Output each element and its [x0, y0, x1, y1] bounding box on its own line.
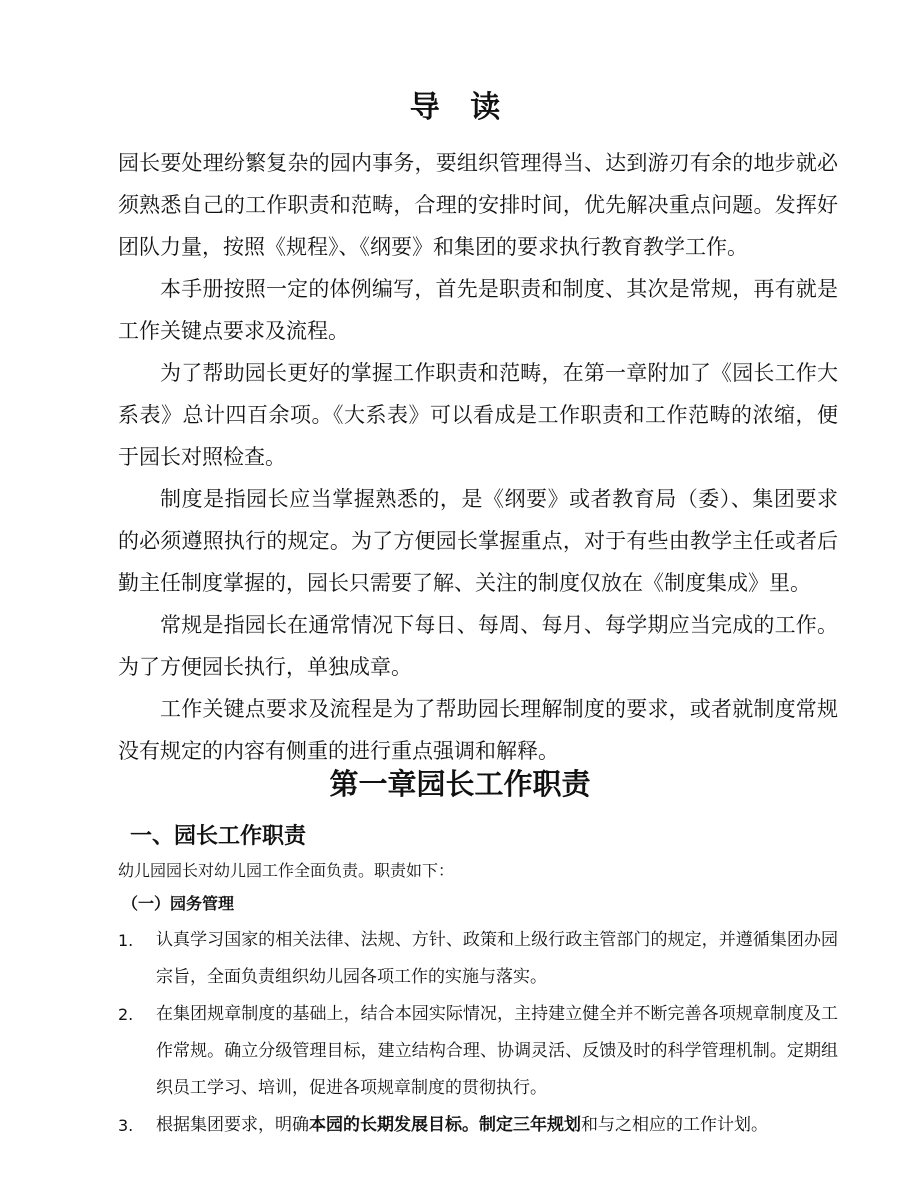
list-item	[118, 922, 838, 996]
list-item	[118, 1107, 838, 1144]
intro-paragraph: 为了帮助园长更好的掌握工作职责和范畴，在第一章附加了《园长工作大系表》总计四百余项。《大系表》可以看成是工作职责和工作范畴的浓缩，便于园长对照检查。	[118, 361, 838, 469]
duty-list	[118, 922, 838, 1144]
list-item-text-part: 根据集团要求，明确	[156, 1115, 309, 1135]
section-lead-text: 幼儿园园长对幼儿园工作全面负责。职责如下：	[118, 861, 455, 880]
list-item-text	[156, 1107, 838, 1144]
list-item-text: 在集团规章制度的基础上，结合本园实际情况，主持建立健全并不断完善各项规章制度及工作常规。确立分级管理目标，建立结构合理、协调灵活、反馈及时的科学管理机制。定期组织员工学习、培训，促进各项规章制度的贯彻执行。	[156, 1004, 838, 1098]
list-item-text-part: 和与之相应的工作计划。	[581, 1115, 768, 1135]
subsection-heading: （一）园务管理	[122, 894, 235, 913]
section-heading: 一、园长工作职责	[130, 824, 307, 849]
list-item-number: 3.	[118, 1116, 134, 1135]
list-item-emphasis: 本园的长期发展目标。制定三年规划	[309, 1115, 581, 1135]
document-title: 导 读	[409, 90, 511, 125]
list-item-text: 认真学习国家的相关法律、法规、方针、政策和上级行政主管部门的规定，并遵循集团办园宗旨，全面负责组织幼儿园各项工作的实施与落实。	[156, 930, 838, 987]
chapter-heading: 第一章园长工作职责	[329, 767, 591, 801]
intro-paragraph: 常规是指园长在通常情况下每日、每周、每月、每学期应当完成的工作。为了方便园长执行，单独成章。	[118, 613, 838, 679]
intro-section	[118, 142, 838, 772]
intro-paragraph: 本手册按照一定的体例编写，首先是职责和制度、其次是常规，再有就是工作关键点要求及流程。	[118, 277, 838, 343]
list-item	[118, 996, 838, 1107]
list-item-number: 1.	[118, 931, 134, 950]
intro-paragraph: 园长要处理纷繁复杂的园内事务，要组织管理得当、达到游刃有余的地步就必须熟悉自己的工作职责和范畴，合理的安排时间，优先解决重点问题。发挥好团队力量，按照《规程》、《纲要》和集团的要求执行教育教学工作。	[118, 151, 838, 259]
list-item-number: 2.	[118, 1005, 134, 1024]
intro-paragraph: 工作关键点要求及流程是为了帮助园长理解制度的要求，或者就制度常规没有规定的内容有侧重的进行重点强调和解释。	[118, 697, 838, 763]
intro-paragraph: 制度是指园长应当掌握熟悉的，是《纲要》或者教育局（委）、集团要求的必须遵照执行的规定。为了方便园长掌握重点，对于有些由教学主任或者后勤主任制度掌握的，园长只需要了解、关注的制度仅放在《制度集成》里。	[118, 487, 838, 595]
